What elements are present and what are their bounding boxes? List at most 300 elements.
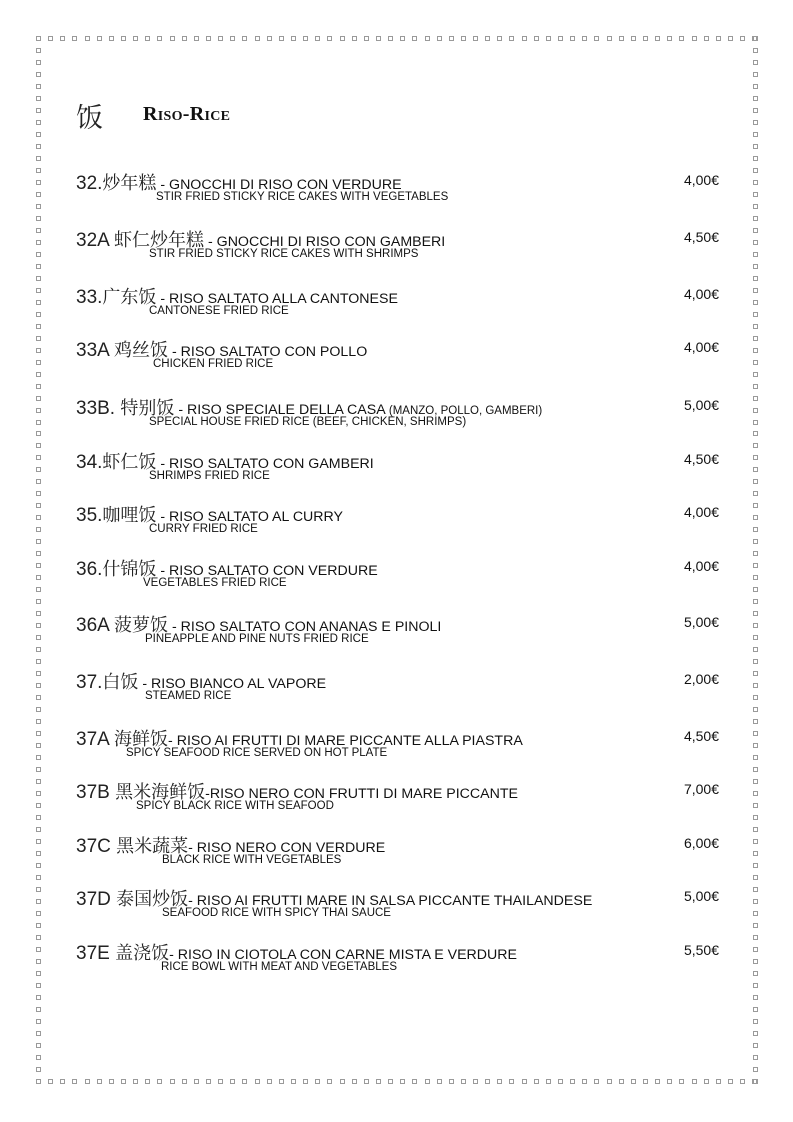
border-dot xyxy=(753,779,758,784)
border-dot xyxy=(194,36,199,41)
item-price: 4,50€ xyxy=(683,728,719,744)
item-italian-note: (MANZO, POLLO, GAMBERI) xyxy=(388,405,543,417)
item-chinese-name: 泰国炒饭 xyxy=(116,889,189,910)
border-dot xyxy=(267,36,272,41)
border-dot xyxy=(753,563,758,568)
border-dot xyxy=(753,863,758,868)
border-dot xyxy=(753,1079,758,1084)
border-dot xyxy=(267,1079,272,1084)
item-english-name: CANTONESE FRIED RICE xyxy=(149,305,289,317)
border-dot xyxy=(36,1007,41,1012)
border-dot xyxy=(655,1079,660,1084)
border-dot xyxy=(36,372,41,377)
border-dot xyxy=(36,396,41,401)
border-dot xyxy=(753,707,758,712)
border-dot xyxy=(679,1079,684,1084)
border-dot xyxy=(473,1079,478,1084)
border-dot xyxy=(425,36,430,41)
border-dot xyxy=(753,288,758,293)
border-dot xyxy=(36,120,41,125)
border-dot xyxy=(753,611,758,616)
item-english-name: SPECIAL HOUSE FRIED RICE (BEEF, CHICKEN, SHRIMPS) xyxy=(149,416,467,428)
menu-item xyxy=(76,394,719,438)
border-dot xyxy=(36,431,41,436)
border-dot xyxy=(60,36,65,41)
border-dot xyxy=(36,156,41,161)
border-dot xyxy=(753,443,758,448)
item-italian-name: - RISO SALTATO CON VERDURE xyxy=(156,563,378,579)
border-dot xyxy=(36,360,41,365)
border-dot xyxy=(36,983,41,988)
border-dot xyxy=(753,815,758,820)
border-dot xyxy=(36,336,41,341)
border-dot xyxy=(607,1079,612,1084)
border-dot xyxy=(36,348,41,353)
border-dot xyxy=(340,1079,345,1084)
border-dot xyxy=(449,1079,454,1084)
menu-item xyxy=(76,283,719,327)
border-dot xyxy=(72,36,77,41)
border-dot xyxy=(36,707,41,712)
border-dot xyxy=(412,36,417,41)
border-dot xyxy=(753,1055,758,1060)
border-dot xyxy=(753,659,758,664)
border-dot xyxy=(36,803,41,808)
item-chinese-name: 咖哩饭 xyxy=(102,505,157,526)
border-dot xyxy=(242,36,247,41)
item-price: 2,00€ xyxy=(683,671,719,687)
border-dot xyxy=(753,408,758,413)
border-dot xyxy=(753,623,758,628)
border-dot xyxy=(753,647,758,652)
item-code: 36. xyxy=(76,559,103,580)
border-dot xyxy=(36,911,41,916)
item-chinese-name: 什锦饭 xyxy=(102,559,157,580)
border-dot xyxy=(36,1043,41,1048)
item-italian-name: - GNOCCHI DI RISO CON VERDURE xyxy=(156,177,402,193)
border-dot xyxy=(534,36,539,41)
border-dot xyxy=(692,1079,697,1084)
item-code: 37D xyxy=(76,889,117,910)
border-dot xyxy=(473,36,478,41)
item-english-name: SPICY SEAFOOD RICE SERVED ON HOT PLATE xyxy=(126,747,388,759)
border-dot xyxy=(36,1067,41,1072)
menu-item xyxy=(76,778,719,822)
item-chinese-name: 虾仁炒年糕 xyxy=(114,230,205,251)
border-dot xyxy=(667,36,672,41)
item-code: 35. xyxy=(76,505,103,526)
border-dot xyxy=(36,635,41,640)
border-dot xyxy=(753,599,758,604)
border-dot xyxy=(36,887,41,892)
item-code: 37E xyxy=(76,943,116,964)
border-dot xyxy=(753,731,758,736)
border-dot xyxy=(36,623,41,628)
border-dot xyxy=(36,72,41,77)
border-dot xyxy=(85,36,90,41)
border-dot xyxy=(36,503,41,508)
border-dot xyxy=(315,36,320,41)
border-dot xyxy=(352,1079,357,1084)
item-english-name: RICE BOWL WITH MEAT AND VEGETABLES xyxy=(161,961,398,973)
item-code: 37A xyxy=(76,729,115,750)
border-dot xyxy=(36,384,41,389)
border-dot xyxy=(388,1079,393,1084)
border-dot xyxy=(753,384,758,389)
border-dot xyxy=(509,36,514,41)
border-dot xyxy=(36,719,41,724)
border-dot xyxy=(48,36,53,41)
border-dot xyxy=(485,36,490,41)
border-dot xyxy=(753,360,758,365)
border-dot xyxy=(753,96,758,101)
heading-chinese-char: 饭 xyxy=(76,103,103,134)
border-dot xyxy=(753,120,758,125)
item-italian-name: - RISO SALTATO AL CURRY xyxy=(156,509,344,525)
border-dot xyxy=(36,491,41,496)
border-dot xyxy=(109,1079,114,1084)
heading-title: Riso-Rice xyxy=(143,103,231,125)
menu-item xyxy=(76,885,719,929)
item-code: 33A xyxy=(76,340,115,361)
border-dot xyxy=(753,36,758,41)
border-dot xyxy=(753,420,758,425)
border-dot xyxy=(753,192,758,197)
border-dot xyxy=(655,36,660,41)
border-dot xyxy=(36,851,41,856)
border-dot xyxy=(485,1079,490,1084)
border-dot xyxy=(716,1079,721,1084)
item-code: 34. xyxy=(76,452,103,473)
border-dot xyxy=(753,551,758,556)
item-english-name: STIR FRIED STICKY RICE CAKES WITH VEGETABLES xyxy=(156,191,449,203)
border-dot xyxy=(753,527,758,532)
item-price: 7,00€ xyxy=(683,781,719,797)
item-chinese-name: 盖浇饭 xyxy=(115,943,170,964)
border-dot xyxy=(753,851,758,856)
border-dot xyxy=(753,839,758,844)
border-dot xyxy=(36,288,41,293)
item-english-name: SPICY BLACK RICE WITH SEAFOOD xyxy=(136,800,334,812)
item-italian-name: - RISO AI FRUTTI MARE IN SALSA PICCANTE THAILANDESE xyxy=(188,893,593,909)
item-italian-name: - RISO IN CIOTOLA CON CARNE MISTA E VERDURE xyxy=(169,947,518,963)
border-dot xyxy=(36,204,41,209)
border-dot xyxy=(36,408,41,413)
border-dot xyxy=(36,551,41,556)
border-dot xyxy=(740,1079,745,1084)
border-dot xyxy=(594,1079,599,1084)
border-dot xyxy=(753,479,758,484)
item-code: 36A xyxy=(76,615,115,636)
border-dot xyxy=(753,683,758,688)
border-dot xyxy=(753,48,758,53)
border-dot xyxy=(97,1079,102,1084)
border-dot xyxy=(461,1079,466,1084)
border-dot xyxy=(753,767,758,772)
border-dot xyxy=(643,36,648,41)
border-dot xyxy=(36,324,41,329)
border-dot xyxy=(218,36,223,41)
item-code: 33. xyxy=(76,287,103,308)
item-italian-name: - RISO SALTATO ALLA CANTONESE xyxy=(156,291,398,307)
border-dot xyxy=(497,36,502,41)
item-italian-name: - RISO SALTATO CON ANANAS E PINOLI xyxy=(168,619,442,635)
item-chinese-name: 菠萝饭 xyxy=(114,615,169,636)
border-dot xyxy=(753,252,758,257)
border-dot xyxy=(36,599,41,604)
item-italian-name: - RISO SPECIALE DELLA CASA xyxy=(174,402,389,418)
item-chinese-name: 鸡丝饭 xyxy=(114,340,169,361)
border-dot xyxy=(753,947,758,952)
border-dot xyxy=(255,1079,260,1084)
border-dot xyxy=(753,671,758,676)
border-dot xyxy=(631,1079,636,1084)
item-chinese-name: 黑米蔬菜 xyxy=(116,836,189,857)
item-english-name: PINEAPPLE AND PINE NUTS FRIED RICE xyxy=(145,633,369,645)
border-dot xyxy=(72,1079,77,1084)
border-dot xyxy=(60,1079,65,1084)
border-dot xyxy=(753,455,758,460)
border-dot xyxy=(753,983,758,988)
border-dot xyxy=(170,1079,175,1084)
border-dot xyxy=(753,300,758,305)
border-dot xyxy=(182,1079,187,1084)
border-dot xyxy=(36,132,41,137)
border-dot xyxy=(692,36,697,41)
border-dot xyxy=(36,779,41,784)
border-dot xyxy=(753,431,758,436)
menu-item xyxy=(76,226,719,270)
border-dot xyxy=(36,587,41,592)
item-code: 37C xyxy=(76,836,117,857)
menu-item xyxy=(76,611,719,655)
border-dot xyxy=(36,767,41,772)
border-dot xyxy=(36,971,41,976)
border-dot xyxy=(753,719,758,724)
border-dot xyxy=(170,36,175,41)
border-dot xyxy=(753,587,758,592)
border-dot xyxy=(36,96,41,101)
item-italian-name: - RISO SALTATO CON POLLO xyxy=(168,344,368,360)
border-dot xyxy=(36,192,41,197)
border-dot xyxy=(36,743,41,748)
item-price: 5,50€ xyxy=(683,942,719,958)
border-dot xyxy=(546,36,551,41)
border-dot xyxy=(753,1067,758,1072)
border-dot xyxy=(36,923,41,928)
border-dot xyxy=(753,959,758,964)
border-dot xyxy=(36,216,41,221)
item-price: 4,50€ xyxy=(683,451,719,467)
item-english-name: STEAMED RICE xyxy=(145,690,232,702)
border-dot xyxy=(36,875,41,880)
border-dot xyxy=(704,1079,709,1084)
border-dot xyxy=(752,1079,757,1084)
border-dot xyxy=(48,1079,53,1084)
item-code: 37. xyxy=(76,672,103,693)
item-price: 5,00€ xyxy=(683,888,719,904)
border-dot xyxy=(36,755,41,760)
item-italian-name: - RISO NERO CON VERDURE xyxy=(188,840,386,856)
menu-item xyxy=(76,169,719,213)
border-dot xyxy=(753,503,758,508)
border-dot xyxy=(643,1079,648,1084)
border-dot xyxy=(753,887,758,892)
border-dot xyxy=(400,36,405,41)
border-dot xyxy=(36,300,41,305)
border-dot xyxy=(206,36,211,41)
border-dot xyxy=(36,479,41,484)
border-dot xyxy=(753,240,758,245)
border-dot xyxy=(36,60,41,65)
border-dot xyxy=(753,875,758,880)
border-dot xyxy=(291,1079,296,1084)
border-dot xyxy=(36,839,41,844)
item-price: 5,00€ xyxy=(683,397,719,413)
border-dot xyxy=(509,1079,514,1084)
border-dot xyxy=(36,815,41,820)
border-dot xyxy=(753,1043,758,1048)
border-dot xyxy=(753,635,758,640)
border-dot xyxy=(667,1079,672,1084)
border-dot xyxy=(36,144,41,149)
border-dot xyxy=(376,1079,381,1084)
item-chinese-name: 虾仁饭 xyxy=(102,452,157,473)
border-dot xyxy=(36,1079,41,1084)
border-dot xyxy=(364,1079,369,1084)
border-dot xyxy=(753,396,758,401)
border-dot xyxy=(36,168,41,173)
border-dot xyxy=(752,36,757,41)
item-english-name: BLACK RICE WITH VEGETABLES xyxy=(162,854,342,866)
item-chinese-name: 黑米海鲜饭 xyxy=(115,782,206,803)
border-dot xyxy=(753,755,758,760)
item-price: 4,00€ xyxy=(683,339,719,355)
item-english-name: CHICKEN FRIED RICE xyxy=(153,358,274,370)
border-dot xyxy=(364,36,369,41)
border-dot xyxy=(753,60,758,65)
border-dot xyxy=(716,36,721,41)
border-dot xyxy=(753,791,758,796)
border-dot xyxy=(36,791,41,796)
border-dot xyxy=(753,312,758,317)
border-dot xyxy=(740,36,745,41)
border-dot xyxy=(753,156,758,161)
border-dot xyxy=(753,216,758,221)
border-dot xyxy=(607,36,612,41)
border-dot xyxy=(753,348,758,353)
item-english-name: SHRIMPS FRIED RICE xyxy=(149,470,270,482)
border-dot xyxy=(242,1079,247,1084)
item-code: 32. xyxy=(76,173,103,194)
border-dot xyxy=(753,995,758,1000)
border-dot xyxy=(522,36,527,41)
border-dot xyxy=(728,36,733,41)
menu-item xyxy=(76,448,719,492)
border-dot xyxy=(194,1079,199,1084)
border-dot xyxy=(36,671,41,676)
border-dot xyxy=(36,563,41,568)
border-dot xyxy=(97,36,102,41)
border-dot xyxy=(753,1019,758,1024)
border-dot xyxy=(279,1079,284,1084)
border-dot xyxy=(36,575,41,580)
border-dot xyxy=(291,36,296,41)
border-dot xyxy=(449,36,454,41)
border-dot xyxy=(36,36,41,41)
border-dot xyxy=(36,1079,41,1084)
border-dot xyxy=(36,276,41,281)
border-dot xyxy=(534,1079,539,1084)
border-dot xyxy=(36,611,41,616)
border-dot xyxy=(36,683,41,688)
border-dot xyxy=(753,228,758,233)
border-dot xyxy=(36,1031,41,1036)
border-dot xyxy=(279,36,284,41)
border-dot xyxy=(753,108,758,113)
border-dot xyxy=(315,1079,320,1084)
menu-item xyxy=(76,939,719,983)
border-dot xyxy=(218,1079,223,1084)
item-chinese-name: 特别饭 xyxy=(120,398,175,419)
border-dot xyxy=(36,935,41,940)
item-price: 4,00€ xyxy=(683,286,719,302)
border-dot xyxy=(753,204,758,209)
border-dot xyxy=(497,1079,502,1084)
border-dot xyxy=(753,539,758,544)
border-dot xyxy=(753,899,758,904)
border-dot xyxy=(36,48,41,53)
border-dot xyxy=(36,995,41,1000)
border-dot xyxy=(182,36,187,41)
border-dot xyxy=(36,240,41,245)
border-dot xyxy=(36,539,41,544)
border-dot xyxy=(36,467,41,472)
item-italian-name: - GNOCCHI DI RISO CON GAMBERI xyxy=(204,234,446,250)
item-price: 4,00€ xyxy=(683,172,719,188)
border-dot xyxy=(619,36,624,41)
border-dot xyxy=(36,420,41,425)
item-italian-name: -RISO NERO CON FRUTTI DI MARE PICCANTE xyxy=(205,786,519,802)
border-dot xyxy=(753,491,758,496)
border-dot xyxy=(753,935,758,940)
border-dot xyxy=(36,252,41,257)
item-italian-name: - RISO AI FRUTTI DI MARE PICCANTE ALLA PIASTRA xyxy=(168,733,523,749)
menu-item xyxy=(76,725,719,769)
menu-item xyxy=(76,501,719,545)
border-dot xyxy=(230,1079,235,1084)
border-dot xyxy=(753,276,758,281)
border-dot xyxy=(753,132,758,137)
border-dot xyxy=(753,372,758,377)
border-dot xyxy=(340,36,345,41)
border-dot xyxy=(753,515,758,520)
menu-item xyxy=(76,668,719,712)
border-dot xyxy=(753,324,758,329)
border-dot xyxy=(437,1079,442,1084)
border-dot xyxy=(753,264,758,269)
border-dot xyxy=(36,731,41,736)
menu-item xyxy=(76,336,719,380)
item-english-name: CURRY FRIED RICE xyxy=(149,523,258,535)
border-dot xyxy=(753,695,758,700)
border-dot xyxy=(36,180,41,185)
border-dot xyxy=(558,1079,563,1084)
border-dot xyxy=(376,36,381,41)
border-dot xyxy=(753,467,758,472)
border-dot xyxy=(36,527,41,532)
item-price: 6,00€ xyxy=(683,835,719,851)
